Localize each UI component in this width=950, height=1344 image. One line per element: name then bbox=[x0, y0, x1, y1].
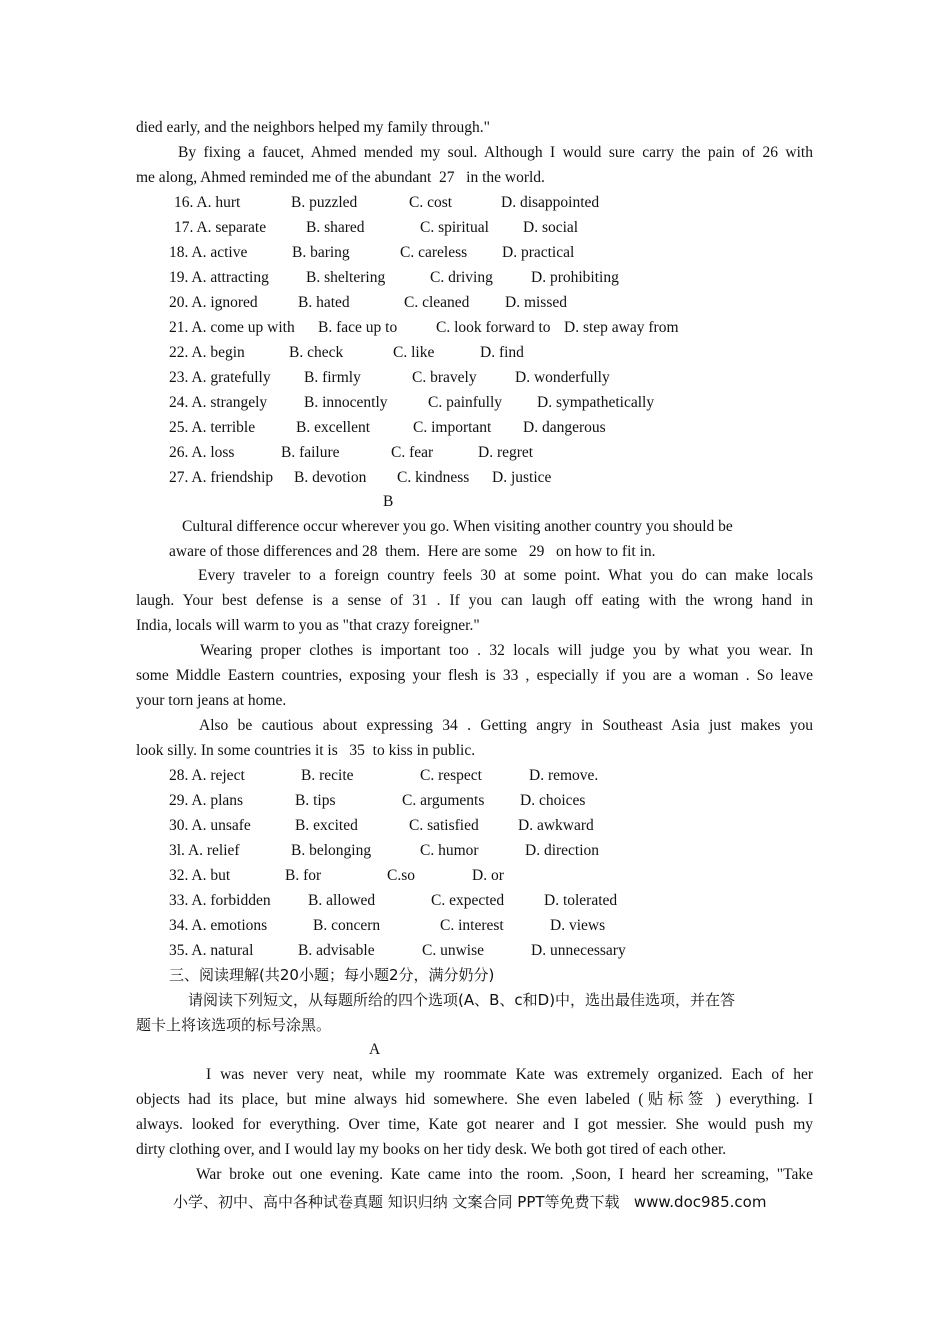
question-option-a: 30. A. unsafe bbox=[169, 817, 251, 834]
question-option-c: C. painfully bbox=[428, 394, 503, 411]
passage-line: laugh. Your best defense is a sense of 31 . If you can laugh off eating with the wrong hand in bbox=[136, 592, 813, 609]
passage-line: By fixing a faucet, Ahmed mended my soul. Although I would sure carry the pain of 26 with bbox=[178, 144, 813, 161]
question-option-d: D. direction bbox=[525, 842, 600, 859]
question-option-a: 18. A. active bbox=[169, 244, 248, 261]
question-option-b: B. failure bbox=[281, 444, 340, 461]
question-option-d: D. find bbox=[480, 344, 524, 361]
question-option-c: C. careless bbox=[400, 244, 468, 261]
question-option-b: B. excited bbox=[295, 817, 358, 834]
question-option-b: B. firmly bbox=[304, 369, 361, 386]
passage-line: look silly. In some countries it is 35 to kiss in public. bbox=[136, 742, 476, 759]
question-option-b: B. puzzled bbox=[291, 194, 358, 211]
question-option-a: 33. A. forbidden bbox=[169, 892, 271, 909]
question-option-c: C. fear bbox=[391, 444, 434, 461]
question-option-c: C. bravely bbox=[412, 369, 477, 386]
question-option-b: B. baring bbox=[292, 244, 350, 261]
question-option-c: C. driving bbox=[430, 269, 493, 286]
passage-line: me along, Ahmed reminded me of the abundant 27 in the world. bbox=[136, 169, 545, 186]
question-option-b: B. recite bbox=[301, 767, 354, 784]
question-option-d: D. views bbox=[550, 917, 606, 934]
question-option-a: 29. A. plans bbox=[169, 792, 244, 809]
question-option-d: D. awkward bbox=[518, 817, 594, 834]
question-option-a: 17. A. separate bbox=[174, 219, 267, 236]
question-option-d: D. wonderfully bbox=[515, 369, 610, 386]
question-option-b: B. belonging bbox=[291, 842, 372, 859]
question-option-c: C. cost bbox=[409, 194, 453, 211]
question-option-d: D. choices bbox=[520, 792, 586, 809]
question-option-b: B. hated bbox=[298, 294, 350, 311]
passage-line: dirty clothing over, and I would lay my books on her tidy desk. We both got tired of each other. bbox=[136, 1141, 727, 1158]
question-option-c: C.so bbox=[387, 867, 415, 884]
question-option-c: C. kindness bbox=[397, 469, 470, 486]
passage-line: always. looked for everything. Over time, Kate got nearer and I got messier. She would push my bbox=[136, 1116, 813, 1133]
passage-line: your torn jeans at home. bbox=[136, 692, 287, 709]
passage-line: War broke out one evening. Kate came into the room. ,Soon, I heard her screaming, "Take bbox=[196, 1166, 813, 1183]
question-option-a: 21. A. come up with bbox=[169, 319, 295, 336]
section-heading: B bbox=[383, 493, 394, 510]
question-option-a: 25. A. terrible bbox=[169, 419, 256, 436]
question-option-a: 23. A. gratefully bbox=[169, 369, 271, 386]
question-option-a: 34. A. emotions bbox=[169, 917, 268, 934]
question-option-a: 20. A. ignored bbox=[169, 294, 258, 311]
question-option-a: 3l. A. relief bbox=[169, 842, 240, 859]
question-option-a: 35. A. natural bbox=[169, 942, 254, 959]
question-option-b: B. excellent bbox=[296, 419, 371, 436]
question-option-a: 22. A. begin bbox=[169, 344, 245, 361]
question-option-d: D. disappointed bbox=[501, 194, 600, 211]
question-option-d: D. missed bbox=[505, 294, 567, 311]
passage-line: some Middle Eastern countries, exposing your flesh is 33 , especially if you are a woman . So leave bbox=[136, 667, 813, 684]
section-heading: 三、阅读理解(共20小题；每小题2分，满分奶分) bbox=[169, 966, 495, 984]
question-option-b: B. advisable bbox=[298, 942, 375, 959]
passage-line: India, locals will warm to you as "that crazy foreigner." bbox=[136, 617, 480, 634]
question-option-a: 26. A. loss bbox=[169, 444, 235, 461]
passage-line: Cultural difference occur wherever you go. When visiting another country you should be bbox=[182, 518, 733, 535]
passage-line: aware of those differences and 28 them. Here are some 29 on how to fit in. bbox=[169, 543, 656, 560]
question-option-a: 24. A. strangely bbox=[169, 394, 268, 411]
question-option-d: D. social bbox=[523, 219, 579, 236]
question-option-c: C. spiritual bbox=[420, 219, 489, 236]
passage-line: Also be cautious about expressing 34 . Getting angry in Southeast Asia just makes you bbox=[199, 717, 813, 734]
question-option-a: 28. A. reject bbox=[169, 767, 245, 784]
question-option-b: B. face up to bbox=[318, 319, 398, 336]
question-option-c: C. like bbox=[393, 344, 435, 361]
question-option-d: D. dangerous bbox=[523, 419, 606, 436]
question-option-b: B. concern bbox=[313, 917, 381, 934]
passage-line: I was never very neat, while my roommate Kate was extremely organized. Each of her bbox=[206, 1066, 813, 1083]
question-option-c: C. look forward to bbox=[436, 319, 551, 336]
question-option-d: D. justice bbox=[492, 469, 552, 486]
question-option-a: 27. A. friendship bbox=[169, 469, 274, 486]
question-option-b: B. devotion bbox=[294, 469, 367, 486]
question-option-c: C. important bbox=[413, 419, 492, 436]
question-option-d: D. sympathetically bbox=[537, 394, 655, 411]
question-option-c: C. satisfied bbox=[409, 817, 479, 834]
question-option-d: D. regret bbox=[478, 444, 534, 461]
question-option-a: 16. A. hurt bbox=[174, 194, 241, 211]
question-option-c: C. unwise bbox=[422, 942, 484, 959]
passage-line: Every traveler to a foreign country feels 30 at some point. What you do can make locals bbox=[198, 567, 813, 584]
question-option-d: D. or bbox=[472, 867, 504, 884]
instruction-line: 请阅读下列短文，从每题所给的四个选项(A、B、c和D)中，选出最佳选项，并在答 bbox=[188, 991, 736, 1009]
question-option-d: D. practical bbox=[502, 244, 575, 261]
question-option-a: 19. A. attracting bbox=[169, 269, 269, 286]
question-option-d: D. prohibiting bbox=[531, 269, 619, 286]
question-option-b: B. tips bbox=[295, 792, 336, 809]
passage-line: died early, and the neighbors helped my family through." bbox=[136, 119, 490, 136]
question-option-a: 32. A. but bbox=[169, 867, 231, 884]
question-option-c: C. arguments bbox=[402, 792, 485, 809]
question-option-c: C. humor bbox=[420, 842, 479, 859]
question-option-d: D. unnecessary bbox=[531, 942, 626, 959]
question-option-b: B. innocently bbox=[304, 394, 388, 411]
question-option-c: C. expected bbox=[431, 892, 505, 909]
instruction-line: 题卡上将该选项的标号涂黑。 bbox=[136, 1016, 332, 1034]
page-footer: 小学、初中、高中各种试卷真题 知识归纳 文案合同 PPT等免费下载 www.doc985.com bbox=[173, 1193, 767, 1211]
question-option-c: C. interest bbox=[440, 917, 504, 934]
question-option-c: C. respect bbox=[420, 767, 482, 784]
question-option-b: B. check bbox=[289, 344, 344, 361]
question-option-d: D. step away from bbox=[564, 319, 679, 336]
question-option-b: B. allowed bbox=[308, 892, 376, 909]
question-option-b: B. sheltering bbox=[306, 269, 386, 286]
question-option-b: B. shared bbox=[306, 219, 365, 236]
section-heading: A bbox=[369, 1041, 381, 1058]
question-option-d: D. tolerated bbox=[544, 892, 618, 909]
passage-line: Wearing proper clothes is important too . 32 locals will judge you by what you wear. In bbox=[200, 642, 813, 659]
passage-line: objects had its place, but mine always hid somewhere. She even labeled (贴标签 ) everything. I bbox=[136, 1091, 813, 1108]
question-option-c: C. cleaned bbox=[404, 294, 470, 311]
question-option-b: B. for bbox=[285, 867, 322, 884]
question-option-d: D. remove. bbox=[529, 767, 599, 784]
